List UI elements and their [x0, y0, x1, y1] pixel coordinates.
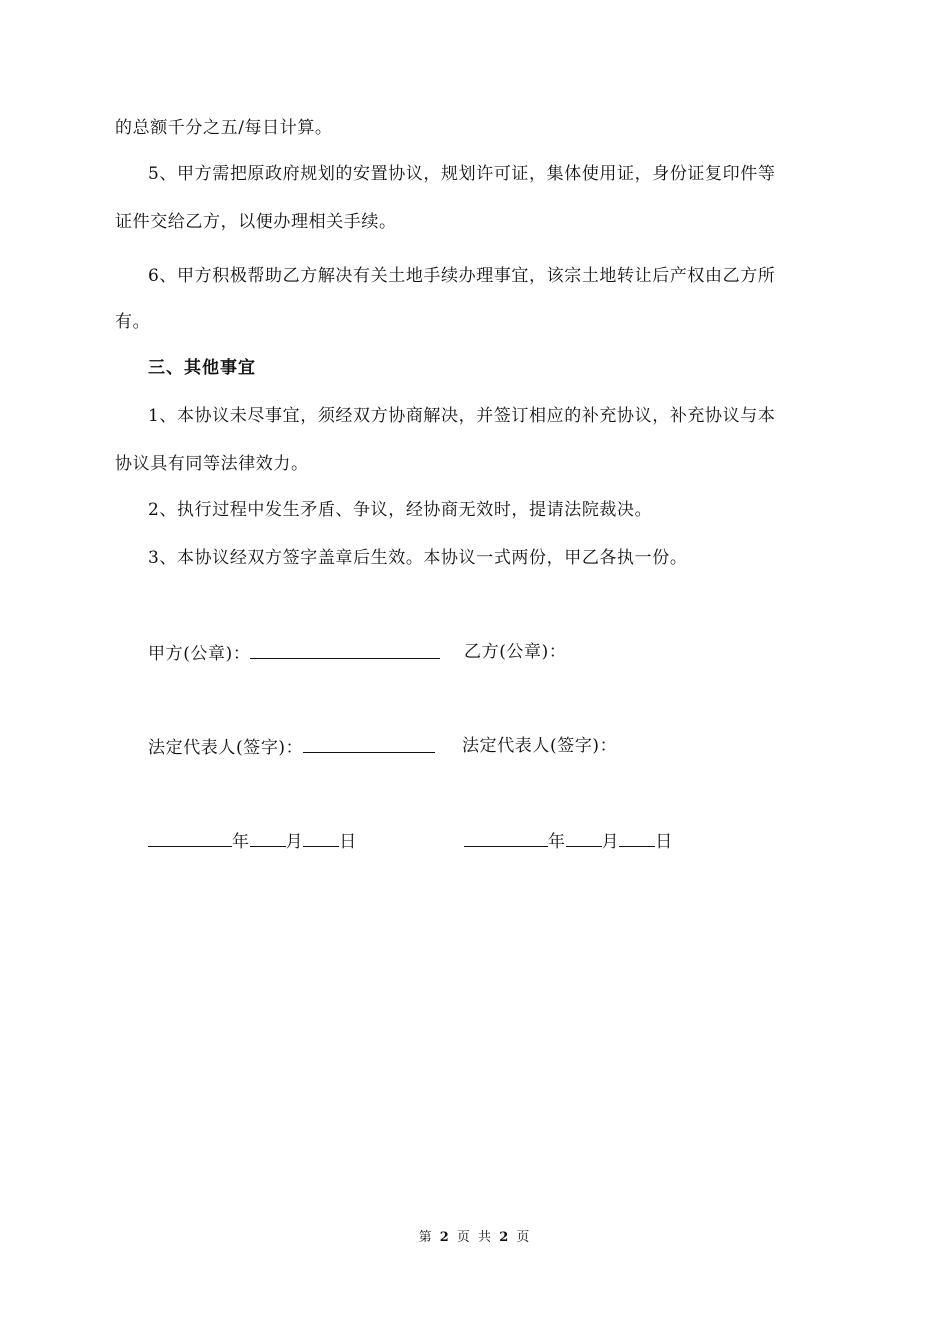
paragraph-5-line-2: 证件交给乙方，以便办理相关手续。	[115, 212, 397, 232]
party-a-month-label: 月	[285, 832, 304, 852]
party-a-legal-rep-row	[148, 734, 435, 760]
party-a-legal-rep-label: 法定代表人(签字)：	[148, 738, 304, 758]
party-b-seal-label: 乙方(公章)：	[464, 642, 567, 662]
paragraph-6-line-1: 6、甲方积极帮助乙方解决有关土地手续办理事宜，该宗土地转让后产权由乙方所	[148, 266, 776, 286]
party-a-seal-row	[148, 640, 440, 666]
party-b-date	[464, 828, 673, 854]
paragraph-6-line-2: 有。	[115, 312, 151, 332]
section-3-item-1-line-2: 协议具有同等法律效力。	[115, 454, 309, 474]
page-footer	[0, 1229, 950, 1247]
party-b-year-blank[interactable]	[464, 828, 548, 847]
party-a-legal-rep-blank[interactable]	[303, 734, 435, 753]
footer-prefix: 第	[418, 1230, 434, 1245]
section-3-item-1-line-1: 1、本协议未尽事宜，须经双方协商解决，并签订相应的补充协议，补充协议与本	[148, 406, 776, 426]
footer-mid: 页 共	[456, 1230, 494, 1245]
footer-total-pages: 2	[499, 1230, 511, 1245]
party-a-day-label: 日	[339, 832, 357, 852]
section-3-item-2: 2、执行过程中发生矛盾、争议，经协商无效时，提请法院裁决。	[148, 500, 653, 520]
party-a-date	[148, 828, 357, 854]
party-a-year-label: 年	[232, 832, 250, 852]
footer-suffix: 页	[516, 1230, 532, 1245]
party-a-day-blank[interactable]	[303, 828, 339, 847]
party-a-month-blank[interactable]	[250, 828, 286, 847]
party-b-legal-rep-label: 法定代表人(签字)：	[462, 736, 618, 756]
party-b-day-blank[interactable]	[619, 828, 655, 847]
party-b-year-label: 年	[548, 832, 566, 852]
party-a-year-blank[interactable]	[148, 828, 232, 847]
paragraph-5-line-1: 5、甲方需把原政府规划的安置协议，规划许可证，集体使用证，身份证复印件等	[148, 164, 776, 184]
party-b-day-label: 日	[655, 832, 673, 852]
party-b-month-blank[interactable]	[566, 828, 602, 847]
section-3-item-3: 3、本协议经双方签字盖章后生效。本协议一式两份，甲乙各执一份。	[148, 548, 688, 568]
party-b-month-label: 月	[601, 832, 620, 852]
party-a-seal-blank[interactable]	[250, 640, 440, 659]
footer-current-page: 2	[439, 1230, 451, 1245]
section-3-heading: 三、其他事宜	[148, 358, 256, 378]
party-a-seal-label: 甲方(公章)：	[148, 644, 251, 664]
paragraph-4-continuation: 的总额千分之五/每日计算。	[115, 118, 333, 138]
